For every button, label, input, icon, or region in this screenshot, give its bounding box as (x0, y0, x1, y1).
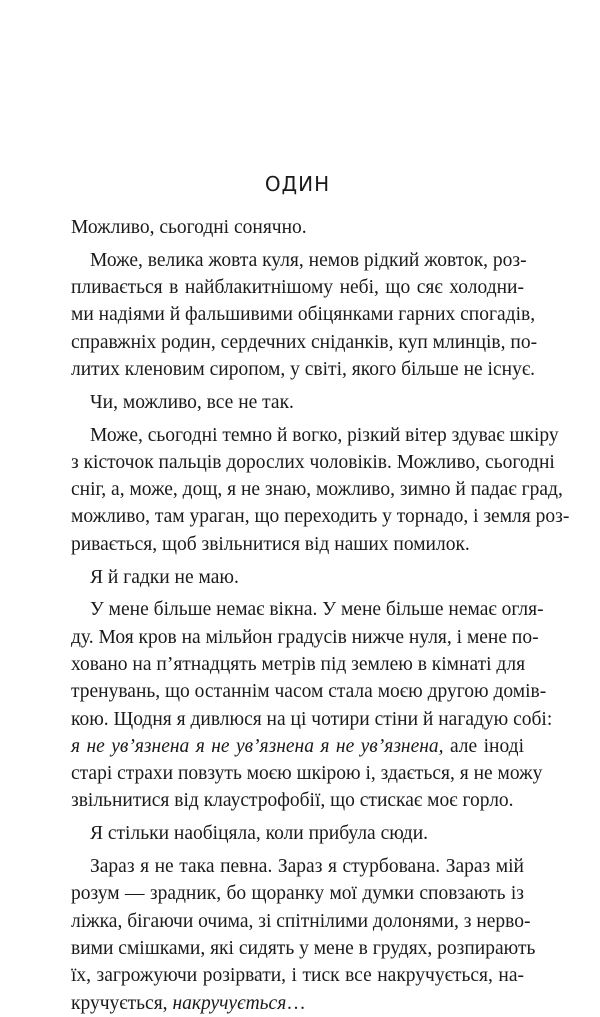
paragraph-line: литих кленовим сиропом, у світі, якого більше не існує. (71, 358, 536, 380)
paragraph-line: тренувань, що останнім часом стала моєю другою домів- (71, 681, 547, 703)
paragraph-line: У мене більше немає вікна. У мене більше немає огля- (90, 599, 544, 621)
chapter-text (71, 214, 570, 1017)
paragraph-line: Можливо, сьогодні сонячно. (71, 217, 307, 238)
chapter-title: ОДИН (264, 172, 331, 196)
paragraph-line: пливається в найблакитнішому небі, що сяє холодни- (71, 277, 524, 299)
paragraph-line: ліжка, бігаючи очима, зі спітнілими долонями, з нерво- (71, 910, 531, 932)
paragraph-line: їх, загрожуючи розірвати, і тиск все накручується, на- (71, 965, 524, 987)
paragraph-line: Чи, можливо, все не так. (90, 391, 294, 413)
paragraph-line: розум — зрадник, бо щоранку мої думки сповзають із (71, 883, 524, 905)
paragraph-line: ривається, щоб звільнитися від наших помилок. (71, 533, 470, 555)
paragraph-line: Я й гадки не маю. (90, 566, 239, 588)
paragraph-line: ду. Моя кров на мільйон градусів нижче нуля, і мене по- (71, 626, 539, 648)
paragraph-line: вими смішками, які сидять у мене в грудях, розпирають (71, 937, 536, 959)
paragraph-line: Може, сьогодні темно й вогко, різкий вітер здуває шкіру (90, 424, 559, 446)
paragraph-line-mixed (71, 733, 524, 760)
paragraph-line: ховано на п’ятнадцять метрів під землею в кімнаті для (71, 653, 526, 675)
paragraph-line: з кісточок пальців дорослих чоловіків. Можливо, сьогодні (71, 451, 555, 473)
paragraph-line: кою. Щодня я дивлюся на ці чотири стіни й нагадую собі: (71, 708, 553, 730)
paragraph-line: старі страхи повзуть моєю шкірою і, здається, я не можу (71, 763, 543, 785)
paragraph-line: сніг, а, може, дощ, я не знаю, можливо, зимно й падає град, (71, 479, 563, 501)
line-head: кручується, (71, 992, 173, 1014)
paragraph-line: Може, велика жовта куля, немов рідкий жовток, роз- (90, 249, 527, 271)
italic-phrase: накручується (172, 992, 287, 1014)
paragraph-line: звільнитися від клаустрофобії, що стискає моє горло. (71, 790, 514, 812)
book-page (71, 0, 570, 1014)
paragraph-line: можливо, там ураган, що переходить у торнадо, і земля роз- (71, 506, 570, 528)
paragraph-line-mixed (71, 990, 524, 1017)
paragraph-line: Я стільки наобіцяла, коли прибула сюди. (90, 823, 429, 845)
paragraph-line: Зараз я не така певна. Зараз я стурбована. Зараз мій (90, 856, 524, 878)
line-tail: але іноді (443, 735, 525, 757)
ellipsis: … (286, 992, 306, 1014)
paragraph-line: справжніх родин, сердечних сніданків, куп млинців, по- (71, 331, 538, 353)
italic-phrase: я не ув’язнена я не ув’язнена я не ув’язнена, (71, 735, 444, 757)
paragraph-line: ми надіями й фальшивими обіцянками гарних спогадів, (71, 304, 536, 326)
